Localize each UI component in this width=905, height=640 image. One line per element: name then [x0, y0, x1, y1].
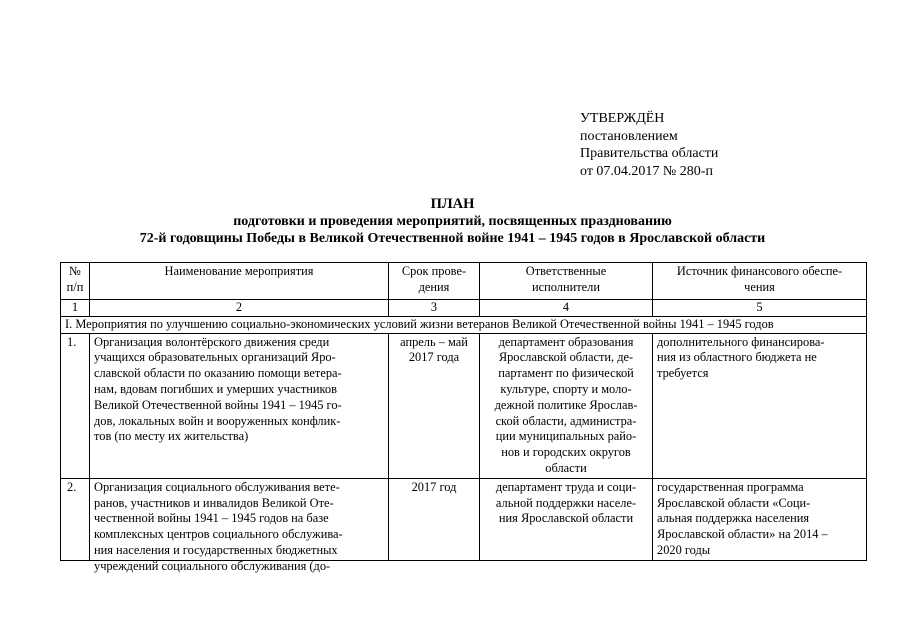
approval-line: от 07.04.2017 № 280-п — [580, 163, 713, 179]
header-cell: Наименование мероприятия — [90, 263, 389, 300]
document-title — [0, 196, 905, 247]
title-subline: подготовки и проведения мероприятий, посвященных празднованию — [233, 214, 672, 229]
column-number: 3 — [389, 300, 480, 317]
approval-line: УТВЕРЖДЁН — [580, 111, 665, 126]
title-subline: 72-й годовщины Победы в Великой Отечественной войне 1941 – 1945 годов в Ярославской области — [139, 231, 766, 246]
table-row — [61, 478, 867, 560]
plan-table — [60, 262, 867, 573]
title-heading: ПЛАН — [430, 196, 475, 212]
event-executors: департамент образования Ярославской области, де- партамент по физической культуре, спорту и моло- дежной политике Ярослав- ской области, администра- ции муниципальных райо- нов и городских округов области — [480, 333, 653, 478]
header-cell: Источник финансового обеспе- чения — [653, 263, 867, 300]
section-title: I. Мероприятия по улучшению социально-экономических условий жизни ветеранов Великой Отечественной войны 1941 – 1945 годов — [61, 316, 867, 333]
event-executors: департамент труда и соци- альной поддержки населе- ния Ярославской области — [480, 478, 653, 560]
row-number: 1. — [61, 333, 90, 478]
table-header-row — [61, 263, 867, 300]
event-term: 2017 год — [389, 478, 480, 560]
event-name: Организация волонтёрского движения среди учащихся образовательных организаций Яро- славской области по оказанию помощи ветера- нам, вдовам погибших и умерших участников Великой Отечественной войны 1941 – 1945 го- дов, локальных войн и вооруженных конфлик- тов (по месту их жительства) — [90, 333, 389, 478]
column-number: 1 — [61, 300, 90, 317]
approval-line: постановлением — [580, 128, 678, 144]
approval-line: Правительства области — [580, 146, 719, 161]
column-number-row — [61, 300, 867, 317]
event-funding: дополнительного финансирова- ния из областного бюджета не требуется — [653, 333, 867, 478]
column-number: 4 — [480, 300, 653, 317]
section-row — [61, 316, 867, 333]
row-number: 2. — [61, 478, 90, 560]
header-cell: Срок прове- дения — [389, 263, 480, 300]
event-term: апрель – май 2017 года — [389, 333, 480, 478]
approval-stamp — [580, 110, 718, 180]
table-row — [61, 333, 867, 478]
column-number: 5 — [653, 300, 867, 317]
event-funding: государственная программа Ярославской области «Соци- альная поддержка населения Ярославской области» на 2014 – 2020 годы — [653, 478, 867, 560]
column-number: 2 — [90, 300, 389, 317]
event-name: Организация социального обслуживания вете- ранов, участников и инвалидов Великой Оте- чественной войны 1941 – 1945 годов на базе комплексных центров социального обслужива- ния населения и государственных бюджетных учреждений социального обслуживания (до- — [90, 478, 389, 560]
header-cell: Ответственные исполнители — [480, 263, 653, 300]
header-cell: № п/п — [61, 263, 90, 300]
